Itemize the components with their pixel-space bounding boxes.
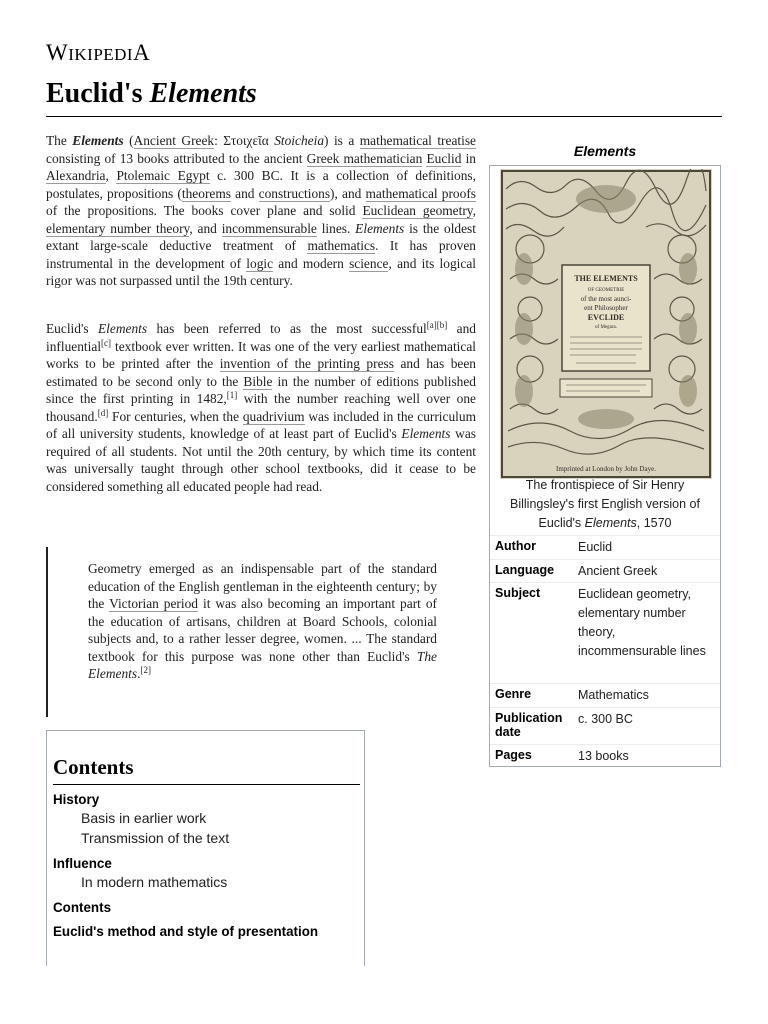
footnote-1[interactable]: [1]	[226, 390, 238, 400]
link-author[interactable]: Euclid	[578, 540, 613, 554]
toc-item-history[interactable]: History	[53, 792, 100, 807]
infobox-row-genre: Genre Mathematics	[490, 683, 720, 707]
link-mathematical-proofs[interactable]: mathematical proofs	[365, 185, 476, 201]
footnote-b[interactable]: [b]	[436, 320, 448, 330]
frontispiece-image[interactable]	[500, 169, 712, 479]
plate-line-3: of the most aunci-	[580, 295, 632, 303]
link-ptolemaic-egypt[interactable]: Ptolemaic Egypt	[116, 168, 210, 183]
intro-paragraph: The Elements (Ancient Greek: Στοιχεῖα Stoicheia) is a mathematical treatise consisting of 13 books attributed to the ancient Greek mathematician Euclid in Alexandria, Ptolemaic Egypt c. 300 BC. It is a collection of definitions, postulates, propositions (theorems and constructions), and mathematical proofs of the propositions. The books cover plane and solid Euclidean geometry, elementary number theory, and incommensurable lines. Elements is the oldest extant large-scale deductive treatment of mathematics. It has proven instrumental in the development of logic and modern science, and its logical rigor was not surpassed until the 19th century.	[46, 133, 477, 288]
plate-line-2: OF GEOMETRIE	[587, 288, 625, 293]
toc-item-basis[interactable]: Basis in earlier work	[81, 810, 207, 826]
infobox-row-pages: Pages 13 books	[490, 744, 720, 767]
plate-line-1: THE ELEMENTS	[574, 274, 638, 283]
wikipedia-wordmark[interactable]: WIKIPEDIA	[46, 40, 151, 65]
link-incommensurable[interactable]: incommensurable	[221, 220, 317, 236]
link-alexandria[interactable]: Alexandria	[46, 168, 106, 183]
footnote-a[interactable]: [a]	[426, 320, 437, 330]
quote-bar	[46, 547, 48, 717]
toc-item-method[interactable]: Euclid's method and style of presentation	[53, 924, 319, 939]
link-quadrivium[interactable]: quadrivium	[242, 408, 305, 424]
plate-line-5: EVCLIDE	[587, 313, 625, 322]
footnote-c[interactable]: [c]	[101, 337, 112, 348]
infobox-row-language: Language Ancient Greek	[490, 559, 720, 582]
toc-item-contents[interactable]: Contents	[53, 900, 112, 915]
toc-title: Contents	[53, 755, 134, 779]
toc-item-influence[interactable]: Influence	[53, 856, 112, 871]
link-mathematical-treatise[interactable]: mathematical treatise	[359, 133, 476, 148]
link-number-theory[interactable]: elementary number theory	[46, 220, 190, 236]
link-bible[interactable]: Bible	[243, 373, 273, 389]
link-language[interactable]: Ancient Greek	[578, 564, 658, 578]
link-euclidean-geometry[interactable]: Euclidean geometry	[362, 203, 473, 218]
link-victorian-period[interactable]: Victorian period	[109, 596, 199, 611]
toc-item-modern-mathematics[interactable]: In modern mathematics	[81, 874, 228, 890]
infobox	[489, 165, 721, 767]
link-printing-press[interactable]: invention of the printing press	[219, 356, 394, 371]
blockquote: Geometry emerged as an indispensable part of the standard education of the English gentleman in the eighteenth century; by the Victorian period it was also becoming an important part of the education of artisans, children at Board Schools, colonial subjects and, to a rather lesser degree, women. ... The standard textbook for this purpose was none other than Euclid's The Elements.[2]	[88, 561, 437, 681]
link-science[interactable]: science	[349, 255, 389, 271]
footnote-2[interactable]: [2]	[140, 665, 151, 675]
plate-line-6: of Megara.	[595, 325, 617, 330]
footnote-d[interactable]: [d]	[97, 407, 109, 418]
title-divider	[46, 116, 722, 117]
plate-line-4: ent Philosopher	[584, 304, 628, 312]
toc-item-transmission[interactable]: Transmission of the text	[81, 830, 230, 846]
link-theorems[interactable]: theorems	[181, 185, 231, 201]
infobox-row-publication-date: Publication date c. 300 BC	[490, 707, 720, 744]
link-constructions[interactable]: constructions	[258, 185, 331, 201]
page-title: Euclid's Elements	[46, 78, 257, 109]
infobox-row-subject: Subject Euclidean geometry, elementary number theory, incommensurable lines	[490, 582, 720, 683]
link-euclid[interactable]: Euclid	[426, 150, 462, 166]
link-mathematics[interactable]: mathematics	[307, 238, 376, 253]
link-ancient-greek[interactable]: Ancient Greek	[133, 133, 215, 148]
link-genre[interactable]: Mathematics	[578, 688, 649, 702]
infobox-row-author: Author Euclid	[490, 535, 720, 559]
image-caption: The frontispiece of Sir Henry Billingsley's first English version of Euclid's Elements, 1570	[510, 478, 700, 530]
plate-imprint: Imprinted at London by John Daye.	[556, 465, 656, 473]
link-subject[interactable]: Euclidean geometry, elementary number theory, incommensurable lines	[578, 587, 706, 658]
table-of-contents	[46, 730, 365, 966]
link-logic[interactable]: logic	[246, 255, 274, 271]
influence-paragraph: Euclid's Elements has been referred to as the most successful[a][b] and influential[c] textbook ever written. It was one of the very earliest mathematical works to be printed after the invention of the printing press and has been estimated to be second only to the Bible in the number of editions published since the first printing in 1482,[1] with the number reaching well over one thousand.[d] For centuries, when the quadrivium was included in the curriculum of all university students, knowledge of at least part of Euclid's Elements was required of all students. Not until the 20th century, by which time its content was universally taught through other school textbooks, did it cease to be considered something all educated people had read.	[46, 320, 476, 494]
toc-divider	[53, 784, 360, 785]
link-greek-mathematician[interactable]: Greek mathematician	[306, 150, 423, 166]
infobox-title: Elements	[573, 143, 637, 159]
